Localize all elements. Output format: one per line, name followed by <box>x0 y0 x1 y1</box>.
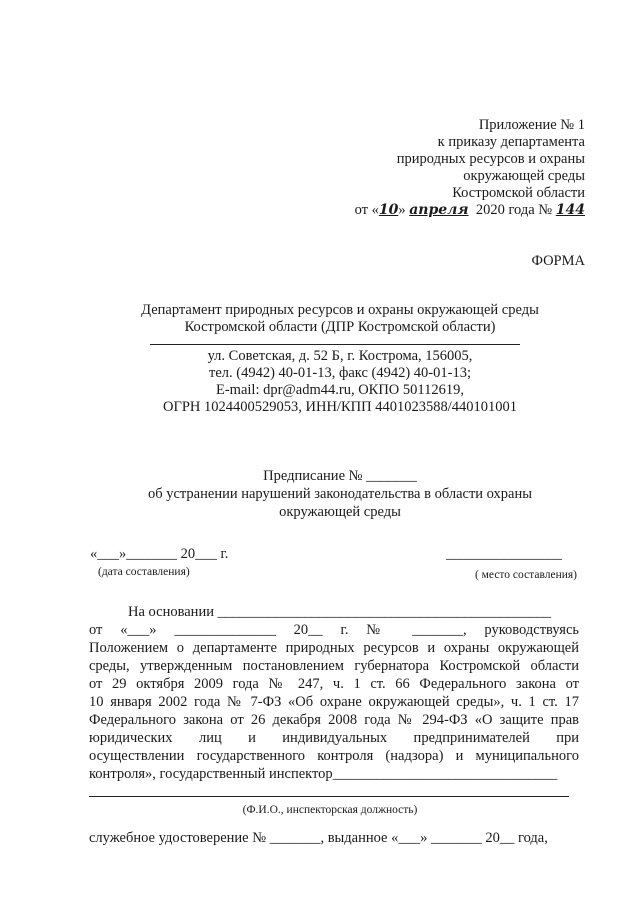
body-line-8: юридических лиц и индивидуальных предпринимателей при <box>89 730 579 746</box>
inspector-name-rule <box>89 796 569 797</box>
appendix-line-2: природных ресурсов и охраны <box>396 151 585 167</box>
appendix-line-1: к приказу департамента <box>437 134 585 150</box>
date-field: «___»_______ 20___ г. <box>90 546 229 562</box>
org-name-line-2: Костромской области (ДПР Костромской области) <box>184 319 496 335</box>
place-caption: ( место составления) <box>474 569 577 581</box>
body-line-4: среды, утвержденным постановлением губернатора Костромской области <box>89 658 579 674</box>
address-line-1: ул. Советская, д. 52 Б, г. Кострома, 156005, <box>207 348 473 364</box>
body-line-10: контроля», государственный инспектор_______________________________ <box>89 766 558 782</box>
appendix-order-number: 144 <box>555 202 585 218</box>
address-line-3: E-mail: dpr@adm44.ru, ОКПО 50112619, <box>215 382 464 398</box>
appendix-date-year: 2020 года № <box>475 202 553 218</box>
body-line-6: 10 января 2002 года № 7-ФЗ «Об охране окружающей среды», ч. 1 ст. 17 <box>89 694 579 710</box>
appendix-date-mid: » <box>398 202 406 218</box>
appendix-date-day: 10 <box>378 202 399 218</box>
body-line-9: осуществлении государственного контроля (надзора) и муниципального <box>89 748 579 764</box>
body-line-7: Федерального закона от 26 декабря 2008 года № 294-ФЗ «О защите прав <box>89 712 579 728</box>
org-name-line-1: Департамент природных ресурсов и охраны окружающей среды <box>141 302 539 318</box>
document-subtitle-2: окружающей среды <box>279 504 401 520</box>
address-line-2: тел. (4942) 40-01-13, факс (4942) 40-01-13; <box>209 365 471 381</box>
body-line-2: от «___» ______________ 20__ г. № _______, руководствуясь <box>89 622 579 638</box>
body-line-5: от 29 октября 2009 года № 247, ч. 1 ст. 66 Федерального закона от <box>89 676 579 692</box>
date-caption: (дата составления) <box>98 566 190 578</box>
certificate-line: служебное удостоверение № _______, выданное «___» _______ 20__ года, <box>89 830 548 846</box>
body-line-1: На основании ______________________________________________ <box>128 604 552 620</box>
appendix-title: Приложение № 1 <box>478 117 585 133</box>
body-line-3: Положением о департаменте природных ресурсов и охраны окружающей <box>89 640 579 656</box>
place-field: ________________ <box>446 546 562 562</box>
document-title: Предписание № _______ <box>263 468 417 484</box>
appendix-date-prefix: от « <box>354 202 379 218</box>
appendix-line-4: Костромской области <box>452 185 585 201</box>
appendix-date-month: апреля <box>409 202 469 218</box>
form-label: ФОРМА <box>531 253 585 269</box>
inspector-caption: (Ф.И.О., инспекторская должность) <box>242 804 418 816</box>
header-divider <box>150 344 520 345</box>
appendix-line-3: окружающей среды <box>463 168 585 184</box>
document-subtitle-1: об устранении нарушений законодательства в области охраны <box>147 486 532 502</box>
address-line-4: ОГРН 1024400529053, ИНН/КПП 4401023588/440101001 <box>163 399 517 415</box>
appendix-date-line <box>355 202 585 219</box>
